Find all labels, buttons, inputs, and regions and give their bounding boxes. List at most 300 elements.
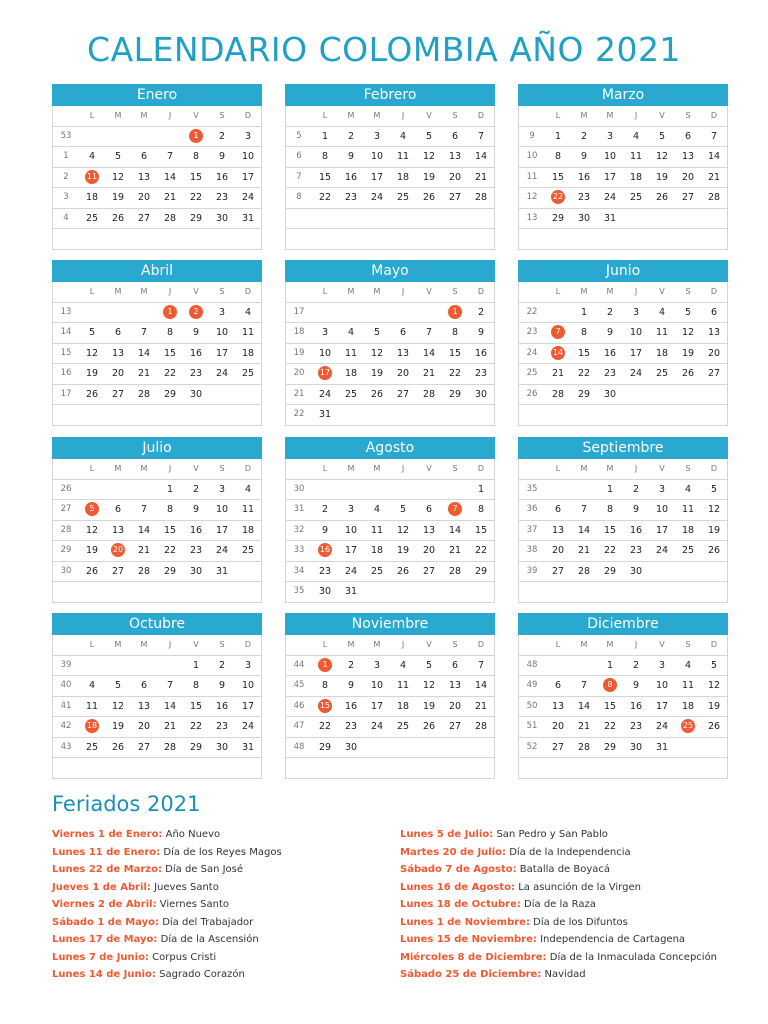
day-cell: 11 xyxy=(629,151,643,162)
day-cell: 13 xyxy=(551,700,565,712)
day-cell: 5 xyxy=(658,130,666,142)
day-name: M xyxy=(114,111,122,120)
day-cell: 24 xyxy=(215,368,229,379)
week-number: 37 xyxy=(526,524,538,535)
day-cell xyxy=(364,582,390,602)
day-cell xyxy=(79,656,105,676)
day-name: D xyxy=(477,464,485,473)
day-name: M xyxy=(606,640,614,649)
day-cell xyxy=(597,758,623,778)
day-cell: 13 xyxy=(448,151,462,162)
week-number: 30 xyxy=(60,565,72,576)
month-days xyxy=(518,282,728,426)
week-row xyxy=(53,303,261,324)
day-cell: 10 xyxy=(655,680,669,691)
day-cell xyxy=(597,405,623,425)
week-row xyxy=(519,758,727,778)
day-cell: 19 xyxy=(707,524,721,536)
day-name: M xyxy=(140,287,148,296)
day-cell: 24 xyxy=(655,545,669,556)
day-cell xyxy=(364,480,390,500)
week-number-header xyxy=(286,106,312,126)
day-cell: 8 xyxy=(166,327,174,338)
day-name: M xyxy=(373,464,381,473)
day-cell: 28 xyxy=(137,565,151,577)
day-cell: 13 xyxy=(422,524,436,536)
holiday-marker: 5 xyxy=(85,502,99,516)
day-cell: 16 xyxy=(629,524,643,536)
holiday-name: San Pedro y San Pablo xyxy=(496,829,608,840)
day-cell: 1 xyxy=(580,306,588,318)
day-cell: 6 xyxy=(114,504,122,515)
week-number: 29 xyxy=(60,545,72,555)
day-cell: 21 xyxy=(163,721,177,732)
day-cell: 13 xyxy=(137,171,151,183)
day-cell xyxy=(157,405,183,425)
holiday-name: Año Nuevo xyxy=(165,829,221,840)
week-number: 47 xyxy=(293,721,305,731)
day-cell xyxy=(701,758,727,778)
day-cell: 22 xyxy=(448,368,462,379)
week-number: 2 xyxy=(63,171,69,182)
day-name: J xyxy=(401,287,405,296)
day-cell: 24 xyxy=(241,192,255,203)
day-cell: 29 xyxy=(448,388,462,400)
day-cell: 9 xyxy=(218,680,226,691)
week-number: 6 xyxy=(296,151,302,161)
day-cell: 1 xyxy=(554,130,562,142)
day-cell: 11 xyxy=(241,327,255,338)
day-cell: 20 xyxy=(448,171,462,183)
month-mayo xyxy=(285,260,495,426)
day-cell xyxy=(649,582,675,602)
day-cell: 13 xyxy=(681,151,695,162)
day-cell xyxy=(235,385,261,405)
day-cell: 24 xyxy=(370,192,384,203)
day-cell: 17 xyxy=(370,171,384,183)
day-cell: 23 xyxy=(603,368,617,379)
day-cell: 12 xyxy=(111,171,125,183)
day-name: M xyxy=(606,464,614,473)
day-cell: 6 xyxy=(140,680,148,691)
holiday-item xyxy=(52,826,392,844)
week-row xyxy=(53,480,261,501)
day-cell: 10 xyxy=(215,504,229,515)
month-days xyxy=(52,282,262,426)
month-julio xyxy=(52,437,262,603)
day-name: L xyxy=(322,111,328,120)
day-cell: 20 xyxy=(396,368,410,379)
day-cell: 8 xyxy=(554,151,562,162)
week-number: 53 xyxy=(60,130,72,141)
day-name: J xyxy=(634,111,638,120)
day-cell xyxy=(623,758,649,778)
day-cell xyxy=(105,656,131,676)
day-name: V xyxy=(193,111,199,120)
day-cell: 2 xyxy=(580,130,588,142)
week-number xyxy=(53,758,79,778)
holiday-date: Lunes 17 de Mayo: xyxy=(52,934,158,945)
day-cell xyxy=(649,758,675,778)
day-cell: 21 xyxy=(137,368,151,379)
day-cell: 11 xyxy=(681,680,695,691)
day-cell xyxy=(157,127,183,147)
day-name: S xyxy=(452,287,458,296)
day-cell: 14 xyxy=(474,151,488,162)
day-cell xyxy=(468,758,494,778)
day-name: J xyxy=(401,464,405,473)
month-days xyxy=(518,635,728,779)
holiday-marker: 22 xyxy=(551,190,565,204)
day-cell: 12 xyxy=(422,151,436,162)
day-cell xyxy=(131,127,157,147)
day-cell: 2 xyxy=(632,659,640,671)
day-cell: 19 xyxy=(396,545,410,556)
day-cell: 31 xyxy=(318,409,332,420)
day-cell: 25 xyxy=(396,192,410,203)
day-cell xyxy=(131,656,157,676)
day-cell: 15 xyxy=(318,171,332,183)
day-cell: 6 xyxy=(451,130,459,142)
holiday-item xyxy=(52,861,392,879)
week-row xyxy=(53,188,261,209)
day-cell: 30 xyxy=(603,388,617,400)
month-header: Junio xyxy=(518,260,728,282)
day-cell: 4 xyxy=(684,483,692,495)
day-cell xyxy=(79,758,105,778)
week-row xyxy=(519,147,727,168)
day-cell: 19 xyxy=(422,171,436,183)
holiday-day-cell xyxy=(675,717,701,737)
day-cell: 3 xyxy=(218,306,226,318)
day-cell: 16 xyxy=(189,347,203,359)
week-number xyxy=(286,229,312,249)
day-cell xyxy=(675,385,701,405)
day-cell: 22 xyxy=(318,721,332,732)
day-cell: 24 xyxy=(215,545,229,556)
day-cell: 2 xyxy=(321,504,329,515)
day-cell: 13 xyxy=(448,680,462,691)
holiday-item xyxy=(400,931,740,949)
day-cell: 9 xyxy=(632,680,640,691)
day-cell xyxy=(183,582,209,602)
day-name: M xyxy=(373,287,381,296)
holiday-name: Día de la Inmaculada Concepción xyxy=(549,951,718,963)
week-number: 17 xyxy=(293,306,305,317)
day-cell xyxy=(157,582,183,602)
day-cell: 21 xyxy=(551,368,565,379)
day-cell: 4 xyxy=(399,659,407,671)
day-cell xyxy=(338,480,364,500)
holiday-item xyxy=(400,949,740,967)
day-cell xyxy=(623,582,649,602)
day-cell: 27 xyxy=(551,741,565,753)
day-cell xyxy=(545,758,571,778)
day-cell: 25 xyxy=(85,212,99,224)
month-days xyxy=(285,282,495,426)
day-name: V xyxy=(659,111,665,120)
day-name: J xyxy=(634,640,638,649)
holiday-marker: 1 xyxy=(189,129,203,143)
holiday-item xyxy=(400,844,740,862)
week-row xyxy=(519,168,727,189)
holiday-name: Independencia de Cartagena xyxy=(540,934,686,945)
day-cell xyxy=(416,209,442,229)
week-number: 46 xyxy=(293,700,305,711)
day-name: M xyxy=(114,287,122,296)
day-cell: 16 xyxy=(344,171,358,183)
day-name: S xyxy=(685,464,691,473)
week-number: 52 xyxy=(526,741,538,752)
day-cell: 19 xyxy=(681,347,695,359)
day-cell: 31 xyxy=(344,586,358,597)
day-cell: 22 xyxy=(603,721,617,732)
day-cell xyxy=(649,562,675,582)
day-cell: 24 xyxy=(241,721,255,732)
week-number: 13 xyxy=(60,306,72,317)
week-number: 44 xyxy=(293,659,305,670)
day-name: M xyxy=(347,464,355,473)
day-cell xyxy=(675,562,701,582)
holiday-item xyxy=(52,879,392,897)
day-cell: 9 xyxy=(192,327,200,338)
day-cell: 24 xyxy=(629,368,643,379)
holiday-item xyxy=(52,914,392,932)
day-cell: 10 xyxy=(344,524,358,536)
day-cell xyxy=(235,562,261,582)
day-cell: 5 xyxy=(425,130,433,142)
day-cell xyxy=(79,303,105,323)
month-header: Septiembre xyxy=(518,437,728,459)
day-name: J xyxy=(168,111,172,120)
day-cell: 21 xyxy=(577,721,591,732)
day-cell: 23 xyxy=(344,721,358,732)
day-cell xyxy=(571,480,597,500)
day-names-row xyxy=(286,459,494,480)
day-name: M xyxy=(347,287,355,296)
day-cell: 4 xyxy=(244,483,252,495)
week-row xyxy=(519,405,727,425)
day-cell xyxy=(468,209,494,229)
day-name: M xyxy=(580,111,588,120)
holiday-date: Lunes 15 de Noviembre: xyxy=(400,934,537,945)
day-cell: 13 xyxy=(551,524,565,536)
holiday-day-cell xyxy=(312,541,338,561)
week-number: 35 xyxy=(526,483,538,494)
day-cell: 7 xyxy=(477,659,485,671)
week-row xyxy=(53,344,261,365)
month-header: Abril xyxy=(52,260,262,282)
day-cell xyxy=(442,738,468,758)
day-name: M xyxy=(140,464,148,473)
holiday-item xyxy=(52,931,392,949)
day-cell: 12 xyxy=(655,151,669,162)
day-cell xyxy=(675,758,701,778)
day-cell xyxy=(545,656,571,676)
day-cell xyxy=(623,405,649,425)
day-name: M xyxy=(114,640,122,649)
day-cell xyxy=(390,738,416,758)
day-cell: 15 xyxy=(551,171,565,183)
day-name: S xyxy=(685,287,691,296)
week-row xyxy=(519,500,727,521)
week-row xyxy=(519,209,727,230)
day-cell xyxy=(364,738,390,758)
holiday-item xyxy=(400,879,740,897)
day-cell: 7 xyxy=(166,151,174,162)
week-number: 9 xyxy=(529,130,535,141)
day-cell: 26 xyxy=(422,192,436,203)
day-cell xyxy=(545,582,571,602)
day-cell: 2 xyxy=(347,659,355,671)
week-number: 30 xyxy=(293,483,305,494)
day-names-row xyxy=(519,282,727,303)
week-number: 5 xyxy=(296,130,302,141)
week-number: 42 xyxy=(60,721,72,731)
day-cell: 31 xyxy=(215,565,229,577)
day-name: D xyxy=(477,287,485,296)
holiday-day-cell xyxy=(79,168,105,188)
day-name: V xyxy=(193,640,199,649)
day-cell: 28 xyxy=(422,388,436,400)
holiday-marker: 7 xyxy=(551,325,565,339)
holiday-name: Día de los Difuntos xyxy=(533,916,628,928)
week-number: 31 xyxy=(293,504,305,514)
day-cell: 17 xyxy=(241,171,255,183)
day-cell: 18 xyxy=(241,347,255,359)
day-cell: 25 xyxy=(681,545,695,556)
day-cell: 4 xyxy=(399,130,407,142)
day-cell: 10 xyxy=(241,151,255,162)
day-name: S xyxy=(219,640,225,649)
day-name: D xyxy=(244,287,252,296)
day-cell: 21 xyxy=(474,700,488,712)
day-name: J xyxy=(401,111,405,120)
week-row xyxy=(519,582,727,602)
day-cell: 16 xyxy=(215,171,229,183)
day-cell: 5 xyxy=(114,151,122,162)
week-number: 41 xyxy=(60,700,72,711)
day-cell xyxy=(468,582,494,602)
day-cell: 15 xyxy=(189,700,203,712)
week-number: 33 xyxy=(293,545,305,555)
day-cell: 29 xyxy=(163,388,177,400)
day-cell xyxy=(338,209,364,229)
month-enero xyxy=(52,84,262,250)
day-cell xyxy=(442,582,468,602)
holiday-name: Día de la Raza xyxy=(524,899,596,910)
day-names-row xyxy=(519,459,727,480)
day-cell: 6 xyxy=(451,659,459,671)
holiday-date: Miércoles 8 de Diciembre: xyxy=(400,951,547,963)
week-number-header xyxy=(519,459,545,479)
holiday-name: Jueves Santo xyxy=(154,881,219,893)
day-cell: 18 xyxy=(241,524,255,536)
holiday-marker: 1 xyxy=(163,305,177,319)
day-cell xyxy=(442,405,468,425)
holiday-day-cell xyxy=(79,500,105,520)
day-cell xyxy=(312,480,338,500)
day-cell: 16 xyxy=(189,524,203,536)
month-noviembre xyxy=(285,613,495,779)
day-cell xyxy=(105,758,131,778)
week-number-header xyxy=(286,459,312,479)
week-number: 8 xyxy=(296,192,302,202)
week-number: 22 xyxy=(526,306,538,317)
day-cell: 21 xyxy=(163,192,177,203)
day-names-row xyxy=(286,282,494,303)
week-row xyxy=(286,147,494,168)
day-cell: 17 xyxy=(655,524,669,536)
day-cell: 28 xyxy=(137,388,151,400)
day-cell: 27 xyxy=(707,368,721,379)
week-number-header xyxy=(53,459,79,479)
day-cell: 4 xyxy=(373,504,381,515)
holiday-date: Lunes 18 de Octubre: xyxy=(400,899,521,910)
day-cell: 26 xyxy=(370,388,384,400)
day-cell xyxy=(364,209,390,229)
day-cell: 28 xyxy=(551,388,565,400)
day-cell: 21 xyxy=(422,368,436,379)
day-cell: 23 xyxy=(215,721,229,732)
day-cell: 2 xyxy=(218,130,226,142)
day-cell: 5 xyxy=(425,659,433,671)
day-name: S xyxy=(452,111,458,120)
week-row xyxy=(286,656,494,677)
day-cell: 12 xyxy=(396,524,410,536)
day-cell: 27 xyxy=(448,192,462,203)
week-number xyxy=(53,582,79,602)
day-cell: 13 xyxy=(111,524,125,536)
day-cell: 8 xyxy=(451,327,459,338)
week-number: 39 xyxy=(60,659,72,670)
day-cell: 15 xyxy=(577,347,591,359)
day-cell xyxy=(364,405,390,425)
day-cell: 10 xyxy=(603,151,617,162)
day-cell xyxy=(183,405,209,425)
day-cell xyxy=(623,209,649,229)
day-name: D xyxy=(710,111,718,120)
day-cell xyxy=(442,229,468,249)
day-cell: 20 xyxy=(551,721,565,732)
day-name: V xyxy=(426,464,432,473)
week-number-header xyxy=(53,282,79,302)
day-cell: 13 xyxy=(396,347,410,359)
holiday-item xyxy=(400,896,740,914)
holiday-name: Navidad xyxy=(544,969,586,980)
day-name: D xyxy=(244,464,252,473)
day-cell xyxy=(209,582,235,602)
day-cell: 30 xyxy=(629,565,643,577)
day-cell: 20 xyxy=(707,347,721,359)
day-cell: 21 xyxy=(448,545,462,556)
day-cell xyxy=(338,405,364,425)
day-cell: 15 xyxy=(163,347,177,359)
day-cell: 7 xyxy=(477,130,485,142)
day-cell: 27 xyxy=(111,565,125,577)
day-cell: 1 xyxy=(606,483,614,495)
day-cell: 28 xyxy=(163,212,177,224)
week-row xyxy=(53,738,261,759)
day-cell xyxy=(209,229,235,249)
day-cell xyxy=(105,405,131,425)
week-row xyxy=(286,209,494,230)
day-names-row xyxy=(53,106,261,127)
day-cell: 2 xyxy=(192,483,200,495)
day-cell: 8 xyxy=(192,151,200,162)
day-cell: 17 xyxy=(603,171,617,183)
day-cell: 23 xyxy=(344,192,358,203)
